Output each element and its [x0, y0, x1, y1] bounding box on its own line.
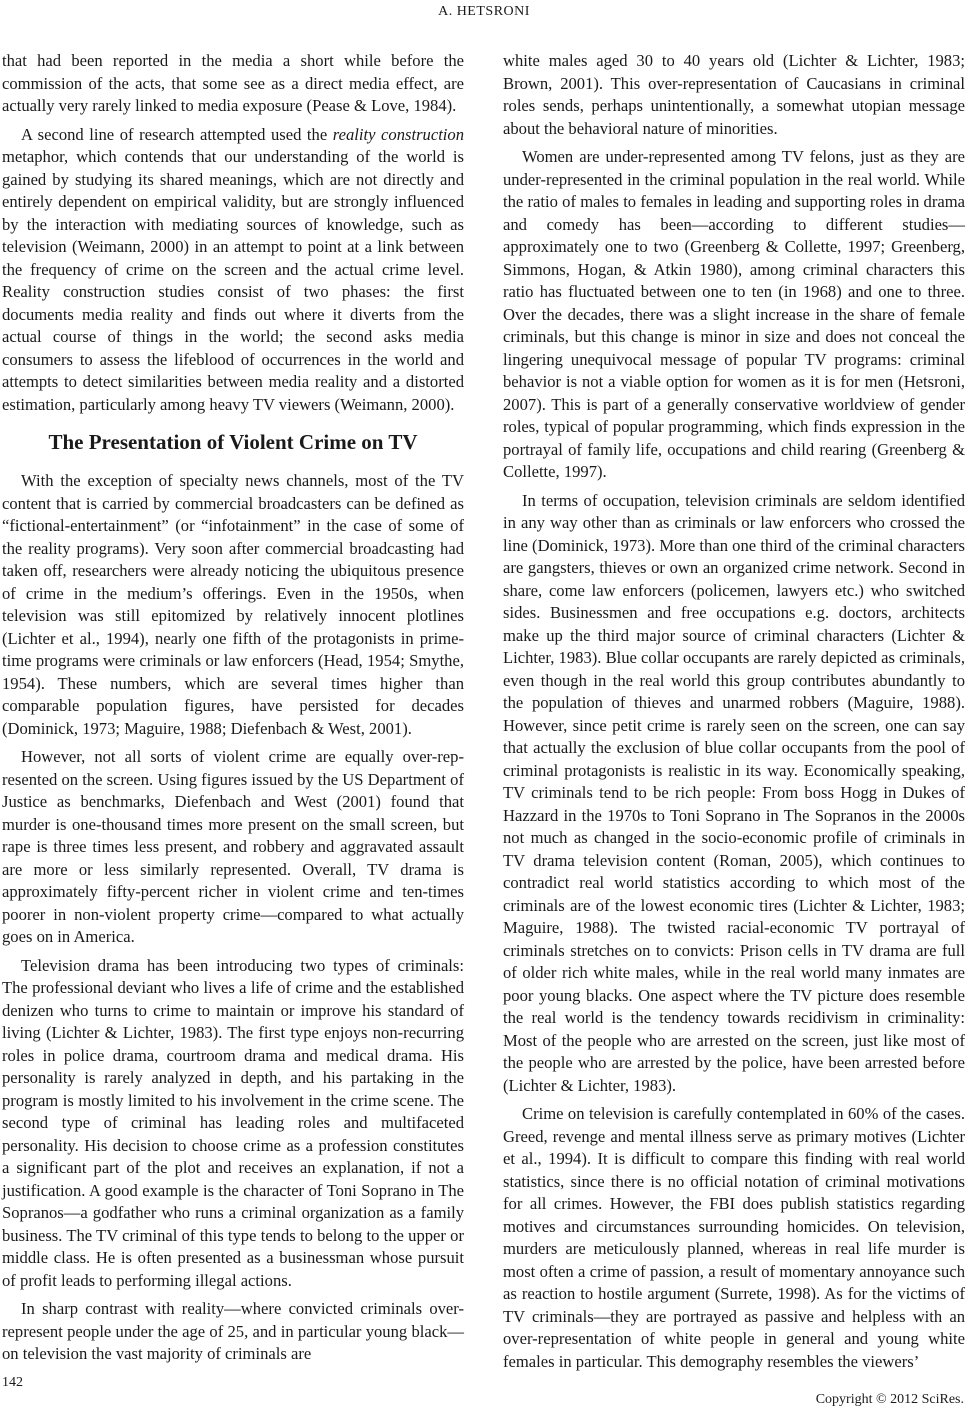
- page-number: 142: [2, 1375, 23, 1390]
- section-heading: The Presentation of Violent Crime on TV: [48, 430, 418, 454]
- paragraph-text: metaphor, which contends that our understanding of the world is gained by studying its shared meanings, which are not directly and entirely dependent on empirical validity, but are strongly influenced by the interaction with mediating sources of knowledge, such as television (Weimann, 2000) in an attempt to point at a link between the frequency of crime on the screen and the actual crime level. Reality construction studies consist of two phases: the first documents media reality and finds out where it diverts from the actual course of things in the world; the second asks media consumers to assess the lifeblood of occurrences in the world and attempts to detect similarities between media reality and a distorted estimation, particularly among heavy TV viewers (Weimann, 2000).: [2, 147, 464, 414]
- paragraph: With the exception of specialty news channels, most of the TV content that is carried by commercial broadcasters can be defined as “fictional-entertainment” (or “infotainment” in the case of some of the reality programs). Very soon after commercial broadcasting had taken off, researchers were already noticing the ubiquitous presence of crime in the medium’s offerings. Even in the 1950s, when television was still epitomized by relatively innocent plotlines (Lichter et al., 1994), nearly one fifth of the protagonists in prime-time programs were criminals or law enforcers (Head, 1954; Smythe, 1954). These numbers, which are several times higher than comparable population figures, have persisted for decades (Dominick, 1973; Maguire, 1988; Diefenbach & West, 2001).: [2, 471, 464, 738]
- paragraph: However, not all sorts of violent crime are equally over-represented on the screen. Using figures issued by the US Department of Justice as benchmarks, Diefenbach and West (2001) found that murder is one-thousand times more present on the small screen, but rape is three times less present, and robbery and aggravated assault are more or less similarly represented. Overall, TV drama is approximately fifty-percent richer in violent crime and ten-times poorer in non-violent property crime—compared to what actually goes on in America.: [2, 747, 464, 946]
- paragraph: In terms of occupation, television criminals are seldom identified in any way other than as criminals or law enforcers who crossed the line (Dominick, 1973). More than one third of the criminal characters are gangsters, thieves or own an organized crime network. Second in share, come law enforcers (policemen, lawyers etc.) who switched sides. Businessmen and free occupations e.g. doctors, architects make up the third major source of criminal characters (Lichter & Lichter, 1983). Blue collar occupants are rarely depicted as criminals, even though in the real world this group contributes abundantly to the population of thieves and unarmed robbers (Maguire, 1988). However, since petit crime is rarely seen on the screen, one can say that actually the exclusion of blue collar occupants from the pool of criminal protagonists is realistic in its way. Economically speaking, TV criminals tend to be rich people: From boss Hogg in Dukes of Hazzard in the 1970s to Toni Soprano in The Sopranos in the 2000s not much as changed in the socio-economic profile of criminals in TV drama television content (Roman, 2005), which continues to contradict real world statistics according to which most of the criminals are of the lowest economic tires (Lichter & Lichter, 1983; Maguire, 1988). The twisted racial-economic TV portrayal of criminals stretches on to convicts: Prison cells in TV drama are full of older rich white males, while in the real world many inmates are poor young blacks. One aspect where the TV picture does resemble the real world is the tendency towards recidivism in criminality: Most of the people who are arrested on the screen, just like most of the people who are arrested by the police, have been arrested before (Lichter & Lichter, 1983).: [503, 490, 965, 1095]
- paragraph-text: A second line of research attempted used the: [21, 124, 333, 144]
- running-head: A. HETSRONI: [438, 4, 530, 19]
- paragraph: Crime on television is carefully contemplated in 60% of the cases. Greed, revenge and mental illness serve as primary motives (Lichter et al., 1994). It is difficult to compare this finding with real world statistics, since there is no official notation of criminal motivations for all crimes. However, the FBI does publish statistics regarding motives and circumstances surrounding homicides. On television, murders are meticulously planned, whereas in real life murder is most often a crime of passion, a result of momentary annoyance such as reaction to hostile argument (Surrete, 1998). As for the victims of TV criminals—they are portrayed as passive and helpless with an over-representation of white people in general and young white females in particular. This demography resembles the viewers’: [503, 1104, 965, 1371]
- left-column: [2, 50, 464, 1372]
- right-column: [503, 50, 965, 1379]
- paragraph: [2, 124, 464, 417]
- paragraph: In sharp contrast with reality—where convicted criminals over-represent people under the age of 25, and in particular young black—on television the vast majority of criminals are: [2, 1299, 464, 1363]
- paragraph: white males aged 30 to 40 years old (Lichter & Lichter, 1983; Brown, 2001). This over-representation of Caucasians in criminal roles sends, perhaps unintentionally, a somewhat utopian message about the behavioral nature of minorities.: [503, 51, 965, 138]
- paragraph: Women are under-represented among TV felons, just as they are under-represented in the criminal population in the real world. While the ratio of males to females in leading and supporting roles in drama and comedy has been—according to different studies—approximately one to two (Greenberg & Collette, 1997; Greenberg, Simmons, Hogan, & Atkin 1980), among criminal characters this ratio has fluctuated between one to ten (in 1968) and one to three. Over the decades, there was a slight increase in the share of female criminals, but this change is minor in size and does not conceal the lingering unequivocal message of popular TV programs: criminal behavior is not a viable option for women as it is for men (Hetsroni, 2007). This is part of a generally conservative worldview of gender roles, typical of popular programming, which finds expression in the portrayal of family life, occupations and child rearing (Greenberg & Collette, 1997).: [503, 147, 965, 481]
- paragraph: that had been reported in the media a short while before the commission of the acts, that some see as a direct media effect, are actually very rarely linked to media exposure (Pease & Love, 1984).: [2, 51, 464, 115]
- paragraph: Television drama has been introducing two types of criminals: The professional deviant who lives a life of crime and the established denizen who turns to crime to maintain or improve his standard of living (Lichter & Lichter, 1983). The first type enjoys non-recurring roles in police drama, courtroom drama and medical drama. His personality is rarely analyzed in depth, and his partaking in the program is mostly limited to his involvement in the crime scene. The second type of criminal has leading roles and multifaceted personality. His decision to choose crime as a profession constitutes a significant part of the plot and receives an explanation, if not a justification. A good example is the character of Toni Soprano in The Sopranos—a godfather who runs a criminal organization as a family business. The TV criminal of this type tends to belong to the upper or middle class. He is often presented as a businessman whose pursuit of profit leads to performing illegal actions.: [2, 955, 464, 1290]
- copyright-notice: Copyright © 2012 SciRes.: [815, 1392, 964, 1407]
- italic-term: reality construction: [332, 124, 465, 144]
